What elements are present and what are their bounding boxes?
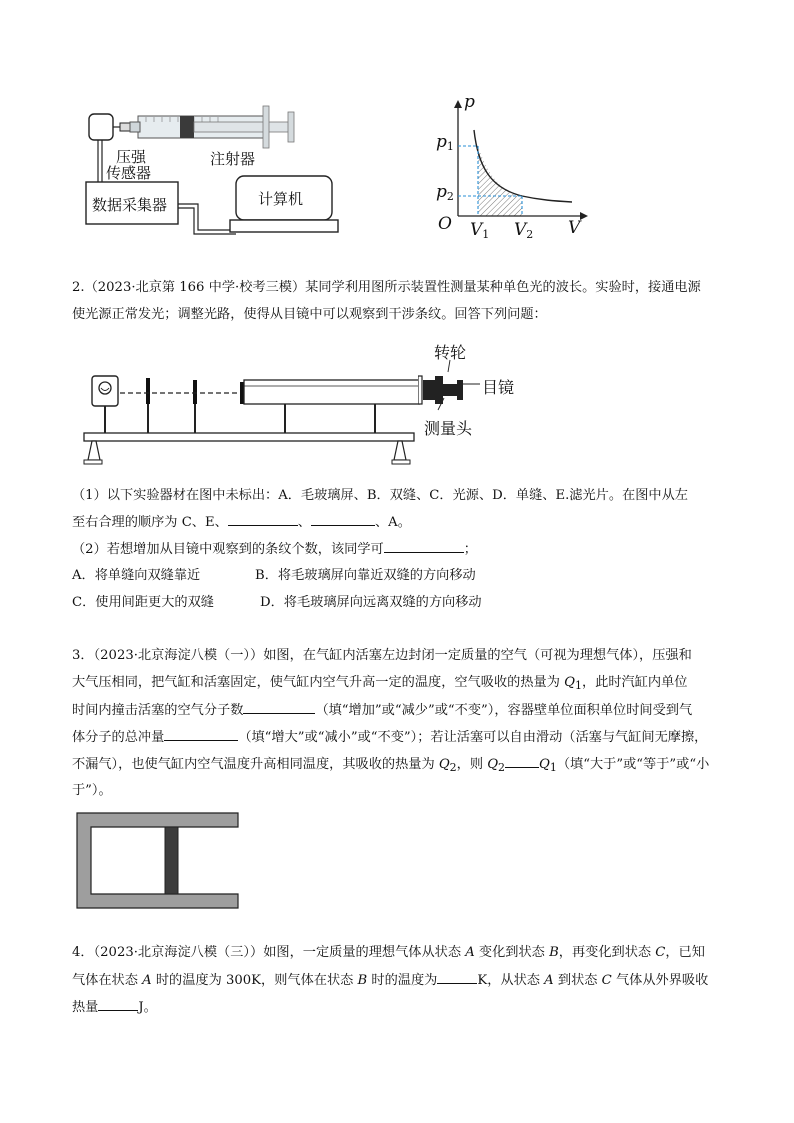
q2-option-b: B．将毛玻璃屏向靠近双缝的方向移动 [255, 568, 476, 583]
double-slit-apparatus-figure [80, 338, 420, 473]
q2-line-1: 2.（2023·北京第 166 中学·校考三模）某同学利用图所示装置性测量某种单色光的波长。实验时，接通电源 [72, 280, 701, 295]
q3-line-5: 不漏气），也使气缸内空气温度升高相同温度，其吸收的热量为 $Q_2$，则 $Q_2$ $Q_1$（填“大于”或“等于”或“小 [72, 754, 709, 778]
q2-sub1-line-1: （1）以下实验器材在图中未标出：A．毛玻璃屏、B．双缝、C．光源、D．单缝、E.滤光片。在图中从左 [72, 488, 688, 503]
q3-line-6: 于”）。 [72, 783, 112, 798]
graph-p2-label: $p_2$ [436, 182, 454, 203]
measuring-head-label: 测量头 [424, 419, 473, 438]
graph-v2-label: $V_2$ [514, 220, 534, 241]
q2-sub1-line-2: 至右合理的顺序为 C、E、 、 、A。 [72, 512, 411, 533]
q2-blank-3[interactable] [384, 539, 464, 553]
cylinder-piston-figure [76, 812, 240, 910]
q2-option-d: D．将毛玻璃屏向远离双缝的方向移动 [260, 595, 482, 610]
q4-blank-1[interactable] [437, 970, 477, 984]
q3-line-2: 大气压相同，把气缸和活塞固定，使气缸内空气升高一定的温度，空气吸收的热量为 $Q_1$，此时汽缸内单位 [72, 675, 688, 692]
pv-graph [430, 96, 590, 236]
eyepiece-label: 目镜 [482, 378, 515, 397]
q4-line-3: 热量 J。 [72, 997, 157, 1018]
q2-blank-2[interactable] [311, 512, 375, 526]
graph-y-axis-label: p [464, 92, 475, 112]
graph-p1-label: $p_1$ [436, 132, 454, 153]
q2-option-c: C．使用间距更大的双缝 [72, 595, 214, 610]
q4-blank-2[interactable] [98, 997, 138, 1011]
q2-line-2: 使光源正常发光；调整光路，使得从目镜中可以观察到干涉条纹。回答下列问题： [72, 307, 547, 322]
q3-line-3: 时间内撞击活塞的空气分子数 （填“增加”或“减少”或“不变”），容器壁单位面积单位时间受到气 [72, 700, 692, 721]
q2-sub2: （2）若想增加从目镜中观察到的条纹个数，该同学可 ； [72, 539, 477, 560]
q4-line-1: 4．（2023·北京海淀八模（三））如图，一定质量的理想气体从状态 A 变化到状态 B，再变化到状态 C，已知 [72, 945, 705, 960]
sensor-label-1: 压强 [116, 148, 147, 166]
collector-label: 数据采集器 [92, 196, 168, 214]
q3-line-1: 3．（2023·北京海淀八模（一））如图，在气缸内活塞左边封闭一定质量的空气（可视为理想气体），压强和 [72, 648, 692, 663]
graph-v1-label: $V_1$ [470, 220, 490, 241]
q3-line-4: 体分子的总冲量 （填“增大”或“减小”或“不变”）；若让活塞可以自由滑动（活塞与气缸间无摩擦， [72, 727, 707, 748]
syringe-label: 注射器 [210, 150, 256, 168]
q3-blank-2[interactable] [164, 727, 238, 741]
sensor-label-2: 传感器 [106, 164, 152, 182]
q4-line-2: 气体在状态 A 时的温度为 300K，则气体在状态 B 时的温度为 K，从状态 A 到状态 C 气体从外界吸收 [72, 970, 708, 991]
q3-blank-1[interactable] [243, 700, 315, 714]
computer-label: 计算机 [258, 190, 304, 208]
graph-x-axis-label: V [568, 218, 581, 238]
graph-origin-label: O [438, 214, 452, 234]
q2-option-a: A．将单缝向双缝靠近 [72, 568, 201, 583]
q2-blank-1[interactable] [228, 512, 298, 526]
q3-blank-3[interactable] [505, 754, 539, 768]
wheel-label: 转轮 [434, 343, 467, 362]
